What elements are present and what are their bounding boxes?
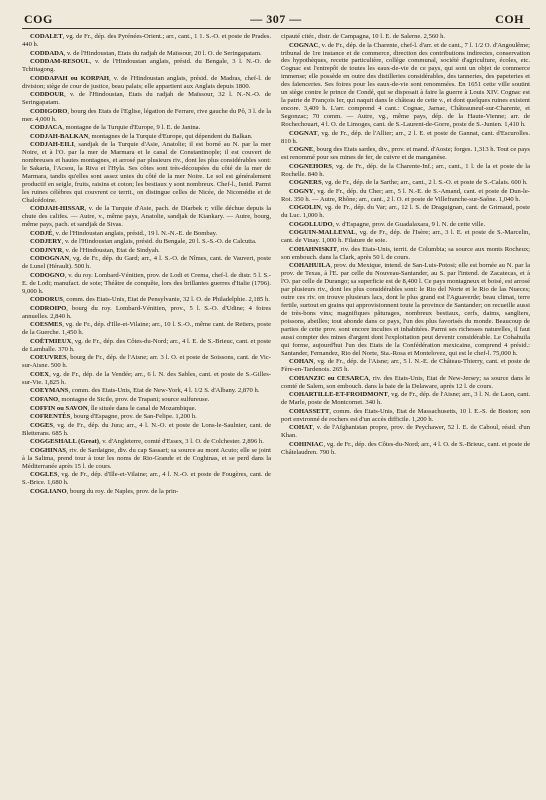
- dictionary-entry: [22, 58, 271, 74]
- entry-text: , riv. des Etats-Unis, Etat de New-Jersey; sa source dans le comté de Salem, son embouch. dans la baie de la Delaware, après 12 l. de cours.: [281, 374, 531, 390]
- entry-headword: COHAHNISKIT: [289, 245, 337, 253]
- entry-headword: COHANZIC ou CESARCA: [289, 374, 369, 382]
- entry-text: , v. de la Turquie d'Asie, pach. de Diarbek r; ville déchue depuis la chute des califes. — Autre, v., même pays, Anatolie, sandjak de Kiankary. — Autre, bourg, même pays, pach. et sandjak de Sivas.: [22, 205, 271, 229]
- entry-text: , bourg du roy. Lombard-Vénitien, prov., 5 l. S.-O. d'Udine; 4 foires annuelles. 2,840 h.: [22, 304, 271, 320]
- dictionary-entry: [22, 75, 271, 91]
- dictionary-entry: [22, 371, 271, 387]
- dictionary-entry: [22, 305, 271, 321]
- entry-text: , vg. de Fr., dép. du Var; arr., 12 l. S. de Draguignan, cant. de Grimaud, poste du Luc. 1,000 h.: [281, 204, 530, 220]
- entry-text: , vg. de Fr., dép. de l'Aisne; arr., 3 l. N. de Laon, cant. de Marle, poste de Montcornet. 340 h.: [281, 391, 530, 407]
- entry-text: , riv. de Sardaigne, div. du cap Sassari; sa source au mont Acuto; elle se joint à la Salima, prend tour à tour les noms de Rio-Grande et de Coghinas, et se perd dans la Méditerranée après 15 l. de cours.: [22, 446, 271, 470]
- entry-text: cipauté citér., distr. de Campagna, 10 l. E. de Salerne. 2,560 h.: [281, 33, 446, 40]
- entry-text: , v. de l'Hindoustan anglais, présid. du Bengale, 3 l. N.-O. de Tchittagong.: [22, 58, 271, 73]
- entry-text: , vg. de Fr., dép. du Gard; arr., 4 l. S.-O. de Nîmes, cant. de Vauvert, poste de Lunel (Hérault). 500 h.: [22, 255, 271, 271]
- dictionary-entry: [22, 321, 271, 337]
- dictionary-entry: [22, 447, 271, 471]
- entry-headword: COGES: [30, 421, 54, 429]
- entry-headword: COGNEHORS: [289, 162, 332, 170]
- entry-headword: CODOGNAN: [30, 255, 70, 263]
- dictionary-entry: [281, 179, 530, 187]
- entry-headword: COHARTILLE-ET-FROIDMONT: [289, 391, 388, 399]
- dictionary-entry: [281, 358, 530, 374]
- dictionary-entry: [22, 50, 271, 58]
- dictionary-entry: [22, 247, 271, 255]
- dictionary-entry: [281, 221, 530, 229]
- entry-headword: CODDAM-RESOUL: [30, 58, 90, 66]
- dictionary-entry: [281, 33, 530, 41]
- dictionary-entry: [22, 255, 271, 271]
- entry-text: , vg. de Fr., dép. de la Sarthe; arr., cant., 2 l. S.-O. et poste de S.-Calais. 600 h.: [321, 179, 528, 187]
- entry-headword: COGNE: [289, 146, 314, 154]
- dictionary-entry: [281, 391, 530, 407]
- left-column: [22, 33, 271, 496]
- dictionary-entry: [281, 130, 530, 146]
- dictionary-entry: [281, 262, 530, 357]
- dictionary-entry: [22, 296, 271, 304]
- dictionary-entry: [281, 188, 530, 204]
- entry-text: , v. de l'Hindoustan anglais, présid. de Madras, chef-l. de division; siège de cour de justice, beau palais; elle appartient aux Anglais depuis 1800.: [22, 74, 271, 90]
- entry-headword: CODDAPAH ou KORPAH: [30, 74, 110, 82]
- dictionary-entry: [281, 204, 530, 220]
- dictionary-entry: [22, 387, 271, 395]
- dictionary-entry: [281, 246, 530, 262]
- entry-text: , v. de Fr., dép. de la Charente, chef-l. d'arr. et de cant., 7 l. 1/2 O. d'Angoulême; tribunal de 1re instance et de commerce, direction des contributions indirectes, conservation des hypothèques, recette particulière, collège communal, société d'agriculture, écoles, etc. Cognac est l'entrepôt de toutes les eaux-de-vie de ce pays, qui sont un objet de commerce immense; elle possède en outre des distilleries considérables, des tanneries, des papeteries et des faïenceries. Ses foires pour les eaux-de-vie sont renommées. En 1651 cette ville soutint un siège contre le prince de Condé, qui se disposait à faire la guerre à Louis XIV. Cognac est la patrie de François Ier, qui naquit dans le château de cette v., et dont quelques ruines existent encore. 3,409 h. L'arr. comprend 4 cant.: Cognac, Jarnac, Châteauneuf-sur-Charente, et Segonzac; 70 comm. — Autre, vg., même pays, dép. de la Haute-Vienne; arr. de Rochechouart, 4 l. O. de Limoges, cant. de S.-Laurent-de-Gorre, poste de S.-Junien. 1,410 h.: [281, 41, 530, 129]
- entry-headword: CODIGORO: [30, 107, 68, 115]
- dictionary-entry: [22, 230, 271, 238]
- entry-text: , vg. de Fr., dép. de la Charente-Inf.; arr., cant., 1 l. de la et poste de la Rochelle. 840 h.: [281, 162, 530, 178]
- right-column: [281, 33, 530, 496]
- entry-headword: COGLIANO: [30, 487, 67, 495]
- entry-headword: COGUIN-MALLEVAL: [289, 229, 356, 237]
- dictionary-entry: [22, 91, 271, 107]
- dictionary-entry: [22, 272, 271, 296]
- entry-headword: CODOGNO: [30, 271, 65, 279]
- entry-text: , vg. de Fr., dép. de la Vendée; arr., 6 l. N. des Sables, cant. et poste de S.-Gilles-sur-Vie. 1,825 h.: [22, 370, 271, 386]
- entry-text: , prov. du Mexique, intend. de San-Luis-Potosi; elle est bornée au N. par la prov. de Texas, à l'E. par celle du Nouveau-Santander, au S. par l'intend. de Zacatecas, et à l'O. par celle de Durango; sa superficie est de 8,400 l. Ce pays montagneux et boisé, est arrosé par plusieurs riv., dont les plus considérables sont: le Rio del Norte et le Rio de las Nueces; outre ces riv. on trouve plusieurs lacs, dont le plus grand est l'Aguaverde; beau climat, terre fertile, surtout en grains qui approvisionnent toute la province de Santander; on recueille aussi de très-bons vins; magnifiques pâturages, nombreux bestiaux, cerfs, daims, sangliers, poissons, abeilles; tout abonde dans ce pays, l'un des plus favorisés du monde. Beaucoup de parties de cette prov. sont encore incultes et inhabitées. Parmi ses richesses naturelles, il faut aussi compter des mines d'argent dont l'exploitation peut devenir considérable. Le Cohahuila qui forme, aujourd'hui l'un des Etats de la Confédération mexicaine, comprend 4 présid.: Santander, Fernandez, Rio del Norte, Sta.-Rosa et Montelovez, qui est le chef-l. 75,000 h.: [281, 262, 530, 357]
- entry-text: , comm. des Etats-Unis, Etat de Massachusetts, 10 l. E.-S. de Boston; son port environné de rochers est d'un accès difficile. 1,200 h.: [281, 407, 530, 423]
- entry-text: , montagne de la Turquie d'Europe, 9 l. E. de Janina.: [62, 124, 201, 132]
- entry-text: , bourg des Etats sardes, div., prov. et mand. d'Aoste; forges. 1,313 h. Tout ce pays est renommé pour ses mines de fer, de cuivre et de manganèse.: [281, 146, 530, 162]
- entry-text: , v. de l'Hindoustan, Etats du radjah de Maïssour, 20 l. O. de Seringapatam.: [63, 49, 262, 57]
- entry-headword: COHASSETT: [289, 407, 330, 415]
- entry-headword: CODJAH-HISSAR: [30, 205, 85, 213]
- entry-headword: COFANO: [30, 396, 59, 403]
- entry-text: , comm. des Etats-Unis, Etat de Pensylvanie, 32 l. O. de Philadelphie. 2,185 h.: [62, 296, 270, 304]
- entry-text: , vg. de Fr., dép. d'Ille-et-Vilaine; arr., 4 l. N.-O. et poste de Fougères, cant. de S.-Brice. 1,680 h.: [22, 471, 271, 487]
- dictionary-entry: [22, 124, 271, 132]
- dictionary-entry: [22, 471, 271, 487]
- entry-headword: CODJACA: [30, 124, 63, 132]
- entry-text: , vg. de Fr., dép. de l'Isère; arr., 3 l. E. et poste de S.-Marcelin, cant. de Vinay. 1,000 h. Filature de soie.: [281, 229, 530, 245]
- entry-headword: CODJERY: [30, 238, 62, 246]
- entry-headword: COEUVRES: [30, 354, 67, 362]
- entry-headword: CODJÉ: [30, 229, 53, 237]
- entry-text: , comm. des Etats-Unis, Etat de New-York, 4 l. 1/2 S. d'Albany. 2,870 h.: [68, 387, 260, 395]
- entry-headword: COHAHUILA: [289, 262, 331, 270]
- dictionary-entry: [22, 488, 271, 496]
- dictionary-entry: [22, 238, 271, 246]
- entry-headword: CODJAH-EILI: [30, 141, 74, 149]
- dictionary-entry: [22, 141, 271, 205]
- dictionary-entry: [281, 229, 530, 245]
- entry-text: , sandjak de la Turquie d'Asie, Anatolie; il est borné au N. par la mer Noire, et à l'O. par la mer de Marmara et le canal de Constantinople; il est couvert de nombreuses et hautes montagnes, et arrosé par plusieurs riv., dont les plus considérables sont: le Sakaria, l'Acsou, la Riva et l'Hyla. Ses côtes sont très-découpées du côté de la mer de Marmara, tandis qu'elles sont assez unies du côté de la mer Noire. Le sol est généralement productif en seigle, fruits, raisins et coton; les bestiaux y sont nombreux. Chef-l., Isnid. Parmi les ruines célèbres qui couvrent ce territ., on distingue celles de Nicée, de Nicomédie et de Chalcédoine.: [22, 141, 271, 204]
- dictionary-entry: [22, 108, 271, 124]
- dictionary-entry: [22, 354, 271, 370]
- entry-text: , v. d'Angleterre, comté d'Essex, 3 l. O. de Colchester. 2,896 h.: [98, 438, 264, 446]
- entry-text: , bourg d'Espagne, prov. de San-Felipe. 1,200 h.: [70, 413, 197, 421]
- entry-headword: CODORUS: [30, 296, 63, 304]
- entry-text: , bourg de Fr., dép. de l'Aisne; arr. 3 l. O. et poste de Soissons, cant. de Vic-sur-Aisne. 500 h.: [22, 354, 271, 370]
- entry-text: , v. de l'Afghanistan propre, prov. de Peychawer, 52 l. E. de Caboul, résid. d'un Khan.: [281, 424, 530, 440]
- entry-headword: CODDOUR: [30, 91, 65, 99]
- dictionary-entry: [281, 163, 530, 179]
- dictionary-entry: [281, 375, 530, 391]
- entry-text: , bourg du roy. de Naples, prov. de la prin-: [66, 487, 179, 495]
- entry-headword: COESMES: [30, 321, 63, 329]
- entry-text: , v. du roy. Lombard-Vénitien, prov. de Lodi et Crema, chef-l. de distr. 5 l. S.-E. de Lodi; manufact. de soie; Théâtre de conquête, lors des brillantes guerres d'Italie (1796). 9,000 h.: [22, 271, 271, 295]
- entry-headword: COHAN: [289, 358, 314, 366]
- entry-headword: CODJNYR: [30, 246, 63, 254]
- running-head-right: COH: [495, 12, 524, 26]
- entry-headword: COFFIN ou SAVON: [30, 404, 88, 412]
- entry-text: , bourg des Etats de l'Eglise, légation de Ferrare, rive gauche du Pô, 3 l. de la mer. 4,000 h.: [22, 107, 271, 123]
- entry-headword: COGHINAS: [30, 446, 66, 454]
- entry-text: , v. de l'Hindoustan, Etat de Sindyah.: [62, 246, 160, 254]
- entry-headword: CODDADA: [30, 49, 64, 57]
- entry-text: , v. de l'Hindoustan anglais, présid., 19 l. N.-N.-E. de Bombay.: [52, 229, 218, 237]
- dictionary-entry: [22, 133, 271, 141]
- dictionary-entry: [281, 441, 530, 457]
- page-number: — 307 —: [250, 12, 302, 26]
- entry-text: , vg. de Fr., dép. des Côtes-du-Nord; arr., 4 l. E. de S.-Brieuc, cant. et poste de Lamballe. 370 h.: [22, 337, 271, 353]
- entry-headword: COGLES: [30, 471, 58, 479]
- dictionary-entry: [22, 438, 271, 446]
- entry-text: , vg. de Fr., dép. des Pyrénées-Orient.; arr., cant., 1 1. S.-O. et poste de Prades. 440 h.: [22, 33, 271, 48]
- entry-headword: COGNERS: [289, 179, 322, 187]
- entry-headword: CODALET: [30, 33, 63, 40]
- dictionary-entry: [22, 33, 271, 49]
- entry-headword: CODJAH-BALKAN: [30, 132, 89, 140]
- entry-text: , vg. de Fr., dép. du Cher; arr., 5 l. N.-E. de S.-Amand, cant. et poste de Dun-le-Roi. 350 h. — Autre, Rhône; arr., cant., 2 l. O. et poste de Villefranche-sur-Saône. 1,040 h.: [281, 187, 530, 203]
- entry-text: , v. de l'Hindoustan, Etats du radjah de Maïssour, 32 l. N.-N.-O. de Seringapatam.: [22, 91, 271, 106]
- entry-text: , riv. des Etats-Unis, territ. de Columbia; sa source aux monts Rocheux; son embouch. dans la Clark, après 50 l. de cours.: [281, 245, 530, 261]
- running-head-left: COG: [24, 12, 53, 26]
- dictionary-entry: [281, 408, 530, 424]
- entry-text: , vg. de Fr., dép. de l'Allier; arr., 2 l. E. et poste de Gannat, cant. d'Escurolles. 810 h.: [281, 129, 530, 145]
- dictionary-entry: [22, 338, 271, 354]
- entry-headword: COHINIAC: [289, 440, 324, 448]
- dictionary-entry: [281, 146, 530, 162]
- dictionary-entry: [22, 422, 271, 438]
- entry-headword: COEX: [30, 370, 50, 378]
- entry-text: , vg. de Fr., dép. d'Ille-et-Vilaine; arr., 10 l. S.-O., même cant. de Retiers, poste de la Guerche. 1,450 h.: [22, 321, 271, 337]
- entry-headword: CODROIPO: [30, 304, 67, 312]
- entry-text: , île située dans le canal de Mozambique.: [87, 404, 197, 412]
- entry-headword: COGNAT: [289, 129, 318, 137]
- entry-headword: COGNY: [289, 187, 314, 195]
- entry-text: , v. d'Espagne, prov. de Guadalaxara, 9 l. N. de cette ville.: [332, 220, 486, 228]
- entry-headword: COËTMIEUX: [30, 337, 72, 345]
- entry-text: , v. de l'Hindoustan anglais, présid. du Bengale, 20 l. S.-S.-O. de Calcutta.: [61, 238, 257, 246]
- entry-headword: COGOLIN: [289, 204, 321, 212]
- dictionary-entry: [22, 396, 271, 404]
- entry-text: , vg. de Fr., dép. du Jura; arr., 4 l. N.-O. et poste de Lons-le-Saulnier, cant. de Bletterans. 685 h.: [22, 421, 271, 437]
- entry-headword: COEYMANS: [30, 387, 69, 395]
- entry-headword: COGGESHALL (Great): [30, 438, 99, 446]
- entry-text: , vg. de Fr., dép. des Côtes-du-Nord; arr., 4 l. O. de S.-Brieuc, cant. et poste de Châtelaudren. 790 h.: [281, 440, 530, 456]
- entry-headword: COFRENTÈS: [30, 413, 71, 421]
- entry-headword: COGOLLUDO: [289, 220, 333, 228]
- dictionary-entry: [281, 42, 530, 129]
- entry-text: , montagne de Sicile, prov. de Trapani; source sulfureuse.: [58, 396, 210, 403]
- dictionary-entry: [281, 424, 530, 440]
- entry-headword: COHAT: [289, 424, 313, 432]
- text-columns: [22, 33, 530, 496]
- entry-text: , montagnes de la Turquie d'Europe, qui dépendent du Balkan.: [88, 132, 253, 140]
- dictionary-entry: [22, 405, 271, 413]
- page-header: [22, 10, 530, 29]
- entry-text: , vg. de Fr., dép. de l'Aisne; arr., 5 l. N.-E. de Château-Thierry, cant. et poste de Fère-en-Tardenois. 265 h.: [281, 358, 530, 374]
- entry-headword: COGNAC: [289, 41, 319, 49]
- dictionary-entry: [22, 413, 271, 421]
- dictionary-entry: [22, 205, 271, 229]
